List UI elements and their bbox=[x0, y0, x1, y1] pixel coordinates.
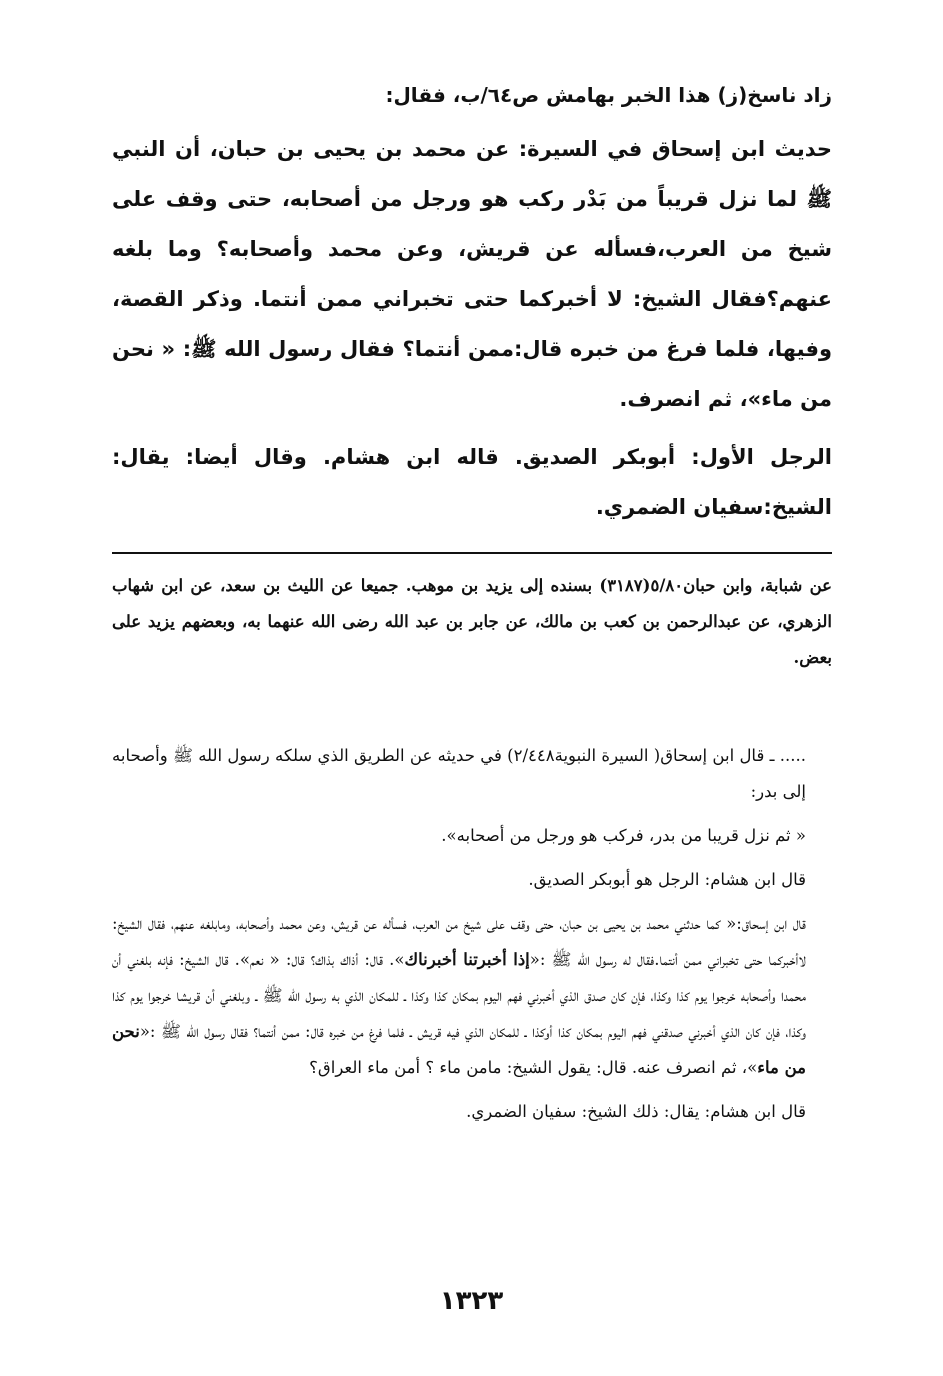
page-number: ١٣٢٣ bbox=[439, 1286, 504, 1316]
footnote-2-p4-bold-2: نحن من ماء bbox=[112, 1022, 806, 1077]
footnote-2-paragraph-1: ..... ـ قال ابن إسحاق( السيرة النبوية٢/٤٤٨) في حديثه عن الطريق الذي سلكه رسول الله ﷺ وأصحابه إلى بدر: bbox=[112, 746, 806, 801]
footnote-2-paragraph-4 bbox=[112, 906, 832, 1086]
footnote-2-p4-part-a: قال ابن إسحاق:« كما حدثني محمد بن يحيى بن حبان، حتى وقف على شيخ من العرب، فسأله عن قريش، وعن محمد وأصحابه، ومابلغه عنهم، فقال الشيخ: لاأخبركما حتى تخبراني ممن أنتما.فقال له رسول الله ﷺ :« bbox=[112, 914, 807, 969]
footnote-separator bbox=[112, 552, 832, 554]
main-paragraph-identification: الرجل الأول: أبوبكر الصديق. قاله ابن هشام. وقال أيضا: يقال: الشيخ:سفيان الضمري. bbox=[112, 445, 832, 519]
footnote-1 bbox=[112, 568, 832, 676]
footnote-2-p4-bold-1: إذا أخبرتنا أخبرناك bbox=[404, 950, 530, 969]
page-content bbox=[112, 70, 832, 1138]
footnote-2-paragraph-5: قال ابن هشام: يقال: ذلك الشيخ: سفيان الضمري. bbox=[466, 1102, 806, 1121]
footnote-2 bbox=[112, 738, 832, 1130]
main-paragraph-hadith: حديث ابن إسحاق في السيرة: عن محمد بن يحيى بن حبان، أن النبي ﷺ لما نزل قريباً من بَدْر ركب هو ورجل من أصحابه، حتى وقف على شيخ من العرب،فسأله عن قريش، وعن محمد وأصحابه؟ وما بلغه عنهم؟فقال الشيخ: لا أخبركما حتى تخبراني ممن أنتما. وذكر القصة، وفيها، فلما فرغ من خبره قال:ممن أنتما؟ فقال رسول الله ﷺ: « نحن من ماء»، ثم انصرف. bbox=[112, 137, 832, 411]
main-text bbox=[112, 70, 832, 532]
footnote-2-p4-part-c: »، ثم انصرف عنه. قال: يقول الشيخ: مامن ماء ؟ أمن ماء العراق؟ bbox=[309, 1058, 758, 1077]
footnote-2-paragraph-3: قال ابن هشام: الرجل هو أبوبكر الصديق. bbox=[528, 870, 806, 889]
footnote-1-text: عن شبابة، وابن حبان٥/٨٠(٣١٨٧) بسنده إلى يزيد بن موهب. جميعا عن الليث بن سعد، عن ابن شهاب الزهري، عن عبدالرحمن بن كعب بن مالك، عن جابر بن عبد الله رضى الله عنهما به، وبعضهم يزيد على بعض. bbox=[112, 576, 833, 667]
footnote-2-paragraph-2: « ثم نزل قريبا من بدر، فركب هو ورجل من أصحابه». bbox=[441, 826, 806, 845]
footnote-2-p4-part-b: ». قال: أذاك بذاك؟ قال: « نعم». قال الشيخ: فإنه بلغني أن محمدا وأصحابه خرجوا يوم كذا وكذا، فإن كان صدق الذي أخبرني فهم اليوم بمكان كذا وكذا ـ للمكان الذي به رسول الله ﷺ ـ وبلغني أن قريشا خرجوا يوم كذا وكذا، فإن كان الذي أخبرني صدقني فهم اليوم بمكان كذا أوكذا ـ للمكان الذي فيه قريش ـ فلما فرغ من خبره قال: ممن أنتما؟ فقال رسول الله ﷺ :« bbox=[112, 950, 806, 1041]
scribe-note-line: زاد ناسخ(ز) هذا الخبر بهامش ص٦٤/ب، فقال: bbox=[385, 83, 832, 107]
